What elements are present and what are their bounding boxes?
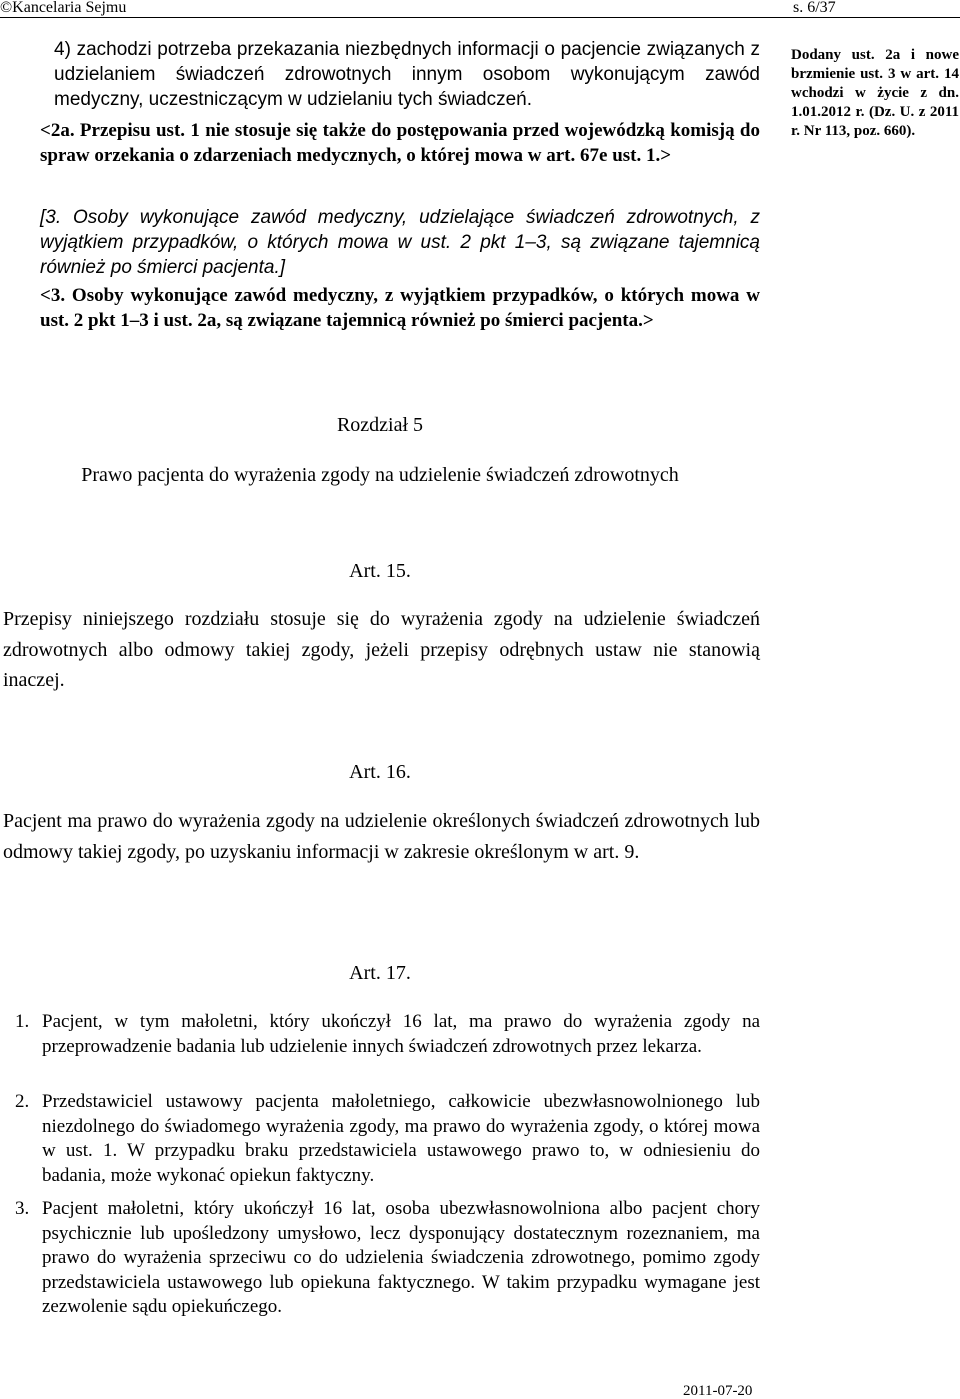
point-number: 3. (15, 1198, 30, 1219)
point-number: 1. (15, 1011, 30, 1032)
point-number: 2. (15, 1091, 30, 1112)
point-text: Pacjent, w tym małoletni, który ukończył 16 lat, ma prawo do wyrażenia zgody na przeprowadzenie badania lub udzielenie innych świadczeń zdrowotnych przez lekarza. (42, 1011, 760, 1057)
art17-point-2 (15, 1090, 760, 1188)
art17-heading: Art. 17. (349, 962, 411, 984)
point-text: Pacjent małoletni, który ukończył 16 lat, osoba ubezwłasnowolniona albo pacjent chory psychicznie lub upośledzony umysłowo, lecz dysponujący dostatecznym rozeznaniem, ma prawo do wyrażenia sprzeciwu co do udzielenia świadczenia zdrowotnego, pomimo zgody przedstawiciela ustawowego lub opiekuna faktycznego. W takim przypadku wymagane jest zezwolenie sądu opiekuńczego. (42, 1198, 760, 1317)
margin-note: Dodany ust. 2a i nowe brzmienie ust. 3 w art. 14 wchodzi w życie z dn. 1.01.2012 r. (Dz. U. z 2011 r. Nr 113, poz. 660). (791, 47, 959, 139)
art14-added-para-2a: <2a. Przepisu ust. 1 nie stosuje się także do postępowania przed wojewódzką komisją do spraw orzekania o zdarzeniach medycznych, o której mowa w art. 67e ust. 1.> (40, 120, 760, 166)
footer-date: 2011-07-20 (683, 1383, 753, 1399)
page-header (0, 0, 960, 18)
point-text: Przedstawiciel ustawowy pacjenta małoletniego, całkowicie ubezwłasnowolnionego lub niezdolnego do świadomego wyrażenia zgody, ma prawo do wyrażenia zgody, o której mowa w ust. 1. W przypadku braku przedstawiciela ustawowego prawo to, w odniesieniu do badania, może wykonać opiekun faktyczny. (42, 1091, 760, 1186)
art15-text: Przepisy niniejszego rozdziału stosuje się do wyrażenia zgody na udzielenie świadczeń zdrowotnych albo odmowy takiej zgody, jeżeli przepisy odrębnych ustaw nie stanowią inaczej. (3, 608, 760, 691)
art16-heading: Art. 16. (349, 761, 411, 783)
header-page-number: s. 6/37 (793, 0, 836, 16)
art17-point-1 (15, 1010, 760, 1059)
art16-text: Pacjent ma prawo do wyrażenia zgody na udzielenie określonych świadczeń zdrowotnych lub odmowy takiej zgody, po uzyskaniu informacji w zakresie określonym w art. 9. (3, 810, 760, 863)
art15-heading: Art. 15. (349, 560, 411, 582)
header-source: ©Kancelaria Sejmu (0, 0, 127, 16)
chapter-label: Rozdział 5 (336, 414, 424, 436)
art14-old-para-3: [3. Osoby wykonujące zawód medyczny, udzielające świadczeń zdrowotnych, z wyjątkiem przypadków, o których mowa w ust. 2 pkt 1–3, są związane tajemnicą również po śmierci pacjenta.] (40, 207, 760, 278)
art14-item-4: 4) zachodzi potrzeba przekazania niezbędnych informacji o pacjencie związanych z udzielaniem świadczeń zdrowotnych innym osobom wykonującym zawód medyczny, uczestniczącym w udzielaniu tych świadczeń. (54, 39, 760, 110)
art14-new-para-3: <3. Osoby wykonujące zawód medyczny, z wyjątkiem przypadków, o których mowa w ust. 2 pkt 1–3 i ust. 2a, są związane tajemnicą również po śmierci pacjenta.> (40, 285, 760, 331)
chapter-title: Prawo pacjenta do wyrażenia zgody na udzielenie świadczeń zdrowotnych (81, 464, 679, 486)
art17-point-3 (15, 1197, 760, 1320)
